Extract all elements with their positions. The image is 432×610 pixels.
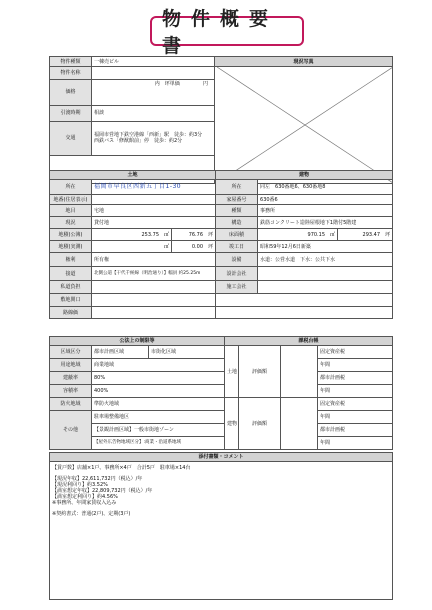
tax-land-label: 土地 (225, 346, 239, 398)
property-basic-table (49, 56, 393, 184)
tax-header: 課税台帳 (225, 337, 393, 346)
handover-label: 引渡時期 (50, 105, 92, 121)
private-road-label: 私道負担 (50, 281, 92, 294)
tax-building-fixed-year: 年間 (318, 411, 393, 424)
land-area-registered-label: 地積(公簿) (50, 229, 92, 241)
building-coverage-value: 80% (92, 372, 225, 385)
use-district-value: 商業地域 (92, 359, 225, 372)
design-company-value (258, 267, 393, 281)
house-number-label: 家屋番号 (216, 195, 258, 205)
route-price-value (92, 307, 216, 319)
transport-line-2: 西鉄バス「修猷館前」停 徒歩：約2分 (94, 138, 183, 145)
floor-area-sqm: 970.15 ㎡ (258, 229, 338, 241)
rights-label: 権利 (50, 253, 92, 267)
design-company-label: 設計会社 (216, 267, 258, 281)
private-road-value (92, 281, 216, 294)
price-value-cell (92, 79, 215, 105)
others-value-3: 【屋外広告物地域区分】:商業・沿道系地域 (92, 437, 225, 450)
photo-placeholder (217, 67, 393, 183)
property-name-value (92, 67, 215, 80)
comment-line-6: ※事務所、年間家賃収入込み (52, 500, 117, 506)
land-area-measured-sqm: ㎡ (92, 241, 172, 253)
road-access-value: 北側公道【干代千候線（明治通り）】幅員 約25.25m (92, 267, 216, 281)
floor-area-label: 床面積 (216, 229, 258, 241)
tax-land-city-label: 都市計画税 (318, 372, 393, 385)
land-category-label: 地目 (50, 205, 92, 217)
building-type-value: 事務所 (258, 205, 393, 217)
floor-area-tsubo: 293.47 坪 (338, 229, 393, 241)
comment-line-7: ※契約書式：普通(2戸)、定期(3戸) (52, 511, 131, 517)
unit-price-label: 内 坪単価 (154, 80, 180, 87)
handover-value: 相談 (92, 105, 215, 121)
floor-area-ratio-value: 400% (92, 385, 225, 398)
area-division-value2: 市街化区域 (149, 346, 225, 359)
completion-date-label: 竣工日 (216, 241, 258, 253)
transport-value (92, 121, 215, 155)
comment-line-2: 【現況年収】22,611,732円（税込）/年 (52, 476, 143, 482)
land-location-label: 所在 (50, 180, 92, 195)
house-number-value: 630番6 (258, 195, 393, 205)
land-area-measured-label: 地積(実測) (50, 241, 92, 253)
area-division-value: 都市計画区域 (92, 346, 149, 359)
facilities-value: 水道：公営水道 下水：公共下水 (258, 253, 393, 267)
blank-cell (216, 307, 393, 319)
comment-line-1: 【賃戸数】店舗×1戸、事務所×4戸 合計5戸 駐車場×14台 (52, 465, 191, 471)
land-location-value: 福岡市早良区西新五丁目1-30 (92, 180, 216, 195)
site-frontage-value (92, 294, 216, 307)
tax-land-fixed-year: 年間 (318, 359, 393, 372)
tax-building-assessed-label: 評価額 (239, 398, 281, 450)
tax-land-assessed-value (281, 346, 318, 398)
price-label: 価格 (50, 79, 92, 105)
structure-label: 構造 (216, 217, 258, 229)
road-access-label: 接道 (50, 267, 92, 281)
others-value-2: 【景観計画区域】一般市街地ゾーン (92, 424, 225, 437)
unit-price-yen: 円 (203, 80, 209, 87)
photo-header: 現況写真 (215, 57, 393, 67)
tax-land-city-year: 年間 (318, 385, 393, 398)
area-division-label: 区域区分 (50, 346, 92, 359)
regulations-tax-table (49, 336, 393, 450)
building-location-value: 同左 630番地6、630番地8 (258, 180, 393, 195)
use-district-label: 用途地域 (50, 359, 92, 372)
lot-number-label: 地番(住居表示) (50, 195, 92, 205)
land-category-value: 宅地 (92, 205, 216, 217)
completion-date-value: 昭和59年12月6日新築 (258, 241, 393, 253)
law-header: 公法上の制限等 (50, 337, 225, 346)
property-type-value: 一棟売ビル (92, 57, 215, 67)
others-label: その他 (50, 411, 92, 450)
route-price-label: 路線価 (50, 307, 92, 319)
land-building-table (49, 170, 393, 319)
building-location-label: 所在 (216, 180, 258, 195)
comment-line-5: 【満室想定利回り】約4.56% (52, 494, 118, 500)
land-area-registered-tsubo: 76.76 坪 (172, 229, 216, 241)
tax-building-city-year: 年間 (318, 437, 393, 450)
construction-company-label: 施工会社 (216, 281, 258, 294)
attachments-comments-table (49, 452, 393, 600)
tax-building-city-label: 都市計画税 (318, 424, 393, 437)
facilities-label: 設備 (216, 253, 258, 267)
building-coverage-label: 建蔽率 (50, 372, 92, 385)
current-status-label: 現況 (50, 217, 92, 229)
lot-number-value (92, 195, 216, 205)
construction-company-value (258, 281, 393, 294)
land-area-registered-sqm: 253.75 ㎡ (92, 229, 172, 241)
others-value-1: 駐車場整備地区 (92, 411, 225, 424)
comments-body (50, 462, 393, 600)
fire-zone-label: 防火地域 (50, 398, 92, 411)
current-status-value: 貸付地 (92, 217, 216, 229)
transport-label: 交通 (50, 121, 92, 155)
transport-line-1: 福岡市営地下鉄空港線「西新」駅 徒歩：約3分 (94, 132, 203, 139)
land-area-measured-tsubo: 0.00 坪 (172, 241, 216, 253)
site-frontage-label: 敷地関口 (50, 294, 92, 307)
document-title: 物件概要書 (150, 16, 304, 46)
tax-building-label: 建物 (225, 398, 239, 450)
tax-land-assessed-label: 評価額 (239, 346, 281, 398)
building-type-label: 種類 (216, 205, 258, 217)
photo-area (215, 67, 393, 184)
tax-building-fixed-label: 固定資産税 (318, 398, 393, 411)
land-header: 土地 (50, 171, 216, 180)
fire-zone-value: 準防火地域 (92, 398, 225, 411)
property-type-label: 物件種類 (50, 57, 92, 67)
property-name-label: 物件名称 (50, 67, 92, 80)
comment-line-4: 【満室想定年収】22,809,732円（税込）/年 (52, 488, 153, 494)
building-header: 建物 (216, 171, 393, 180)
blank-cell (216, 294, 393, 307)
floor-area-ratio-label: 容積率 (50, 385, 92, 398)
comment-line-3: 【現況利回り】約3.52% (52, 482, 108, 488)
tax-land-fixed-label: 固定資産税 (318, 346, 393, 359)
structure-value: 鉄筋コンクリート造陸屋根地下1階付5階建 (258, 217, 393, 229)
comments-header: 添付書類・コメント (50, 453, 393, 462)
rights-value: 所有権 (92, 253, 216, 267)
tax-building-assessed-value (281, 398, 318, 450)
